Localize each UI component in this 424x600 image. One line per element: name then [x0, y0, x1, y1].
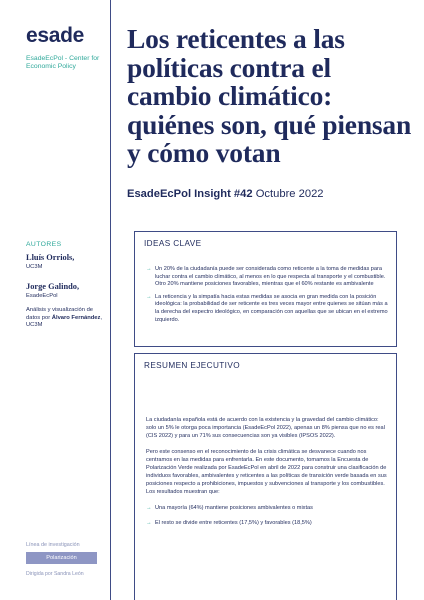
list-item [146, 294, 390, 324]
credit-suffix: , UC3M [26, 314, 103, 328]
ideas-clave-list [146, 266, 390, 329]
list-item [146, 504, 390, 512]
esade-logo: esade [26, 24, 85, 47]
insight-label: EsadeEcPol Insight #42 [127, 188, 253, 200]
authors-label: AUTORES [26, 241, 62, 248]
author-block [26, 253, 108, 270]
author-name: Lluís Orriols, [26, 253, 75, 262]
arrow-right-icon: → [146, 266, 152, 272]
list-item-text: Un 20% de la ciudadanía puede ser considerada como reticente a la toma de medidas para luchar contra el cambio climático, al menos en lo que respecta al transporte y el combustible. Otro 20% mantiene posiciones favorables, mientras que el 60% restante es ambivalente [155, 266, 386, 288]
list-item-text: El resto se divide entre reticentes (17,5%) y favorables (18,5%) [155, 520, 312, 526]
directed-by: Dirigida por Sandra León [26, 571, 84, 577]
insight-date: Octubre 2022 [255, 188, 324, 200]
paragraph: Pero este consenso en el reconocimiento de la crisis climática se desvanece cuando nos centramos en las medidas para enfrentarla. En este documento, tomamos la Encuesta de Polarización Verde realizada por EsadeEcPol en abril de 2022 para construir una clasificación de individuos favorables, ambivalentes y reticentes a las políticas de transición verde basada en sus posiciones respecto a prohibiciones, impuestos y subvenciones al transporte y los combustibles. Los resultados muestran que: [146, 449, 387, 495]
author-name: Jorge Galindo, [26, 282, 80, 291]
data-credit [26, 307, 106, 330]
credit-prefix: Análisis y visualización de datos por [26, 307, 94, 321]
author-affiliation: UC3M [26, 264, 43, 270]
vertical-divider [110, 0, 111, 600]
list-item [146, 519, 390, 527]
resumen-list [146, 504, 390, 527]
arrow-right-icon: → [146, 293, 152, 300]
research-line-badge: Polarización [26, 552, 97, 564]
research-line-label: Línea de investigación [26, 542, 80, 548]
sidebar [0, 0, 110, 600]
author-affiliation: EsadeEcPol [26, 293, 58, 299]
ideas-clave-title: IDEAS CLAVE [144, 239, 202, 248]
list-item-text: La reticencia y la simpatía hacia estas medidas se asocia en gran medida con la posición ideológica: la probabilidad de ser reticente es tres veces mayor entre quienes se sitúan más a la derecha del espectro ideológico, en comparación con aquellas que se ubican en el extremo izquierdo. [155, 293, 388, 323]
ideas-clave-box [134, 231, 397, 347]
insight-line [127, 188, 324, 200]
arrow-right-icon: → [146, 520, 152, 526]
arrow-right-icon: → [146, 505, 152, 511]
paragraph: La ciudadanía española está de acuerdo con la existencia y la gravedad del cambio climático: solo un 5% le otorga poca importancia (EsadeEcPol 2022), apenas un 8% piensa que no es real (CIS 2022) y para un 71% sus consecuencias son ya visibles (IPSOS 2022). [146, 417, 385, 439]
center-name: EsadeEcPol - Center for Economic Policy [26, 55, 100, 70]
credit-name: Álvaro Fernández [51, 314, 101, 321]
list-item [146, 266, 390, 289]
resumen-ejecutivo-box [134, 353, 397, 600]
list-item-text: Una mayoría (64%) mantiene posiciones ambivalentes o mixtas [155, 505, 313, 511]
document-title: Los reticentes a las políticas contra el cambio climático: quiénes son, qué piensan y cómo votan [127, 23, 412, 169]
resumen-title: RESUMEN EJECUTIVO [144, 361, 240, 370]
resumen-body [146, 416, 390, 534]
author-block [26, 282, 108, 299]
